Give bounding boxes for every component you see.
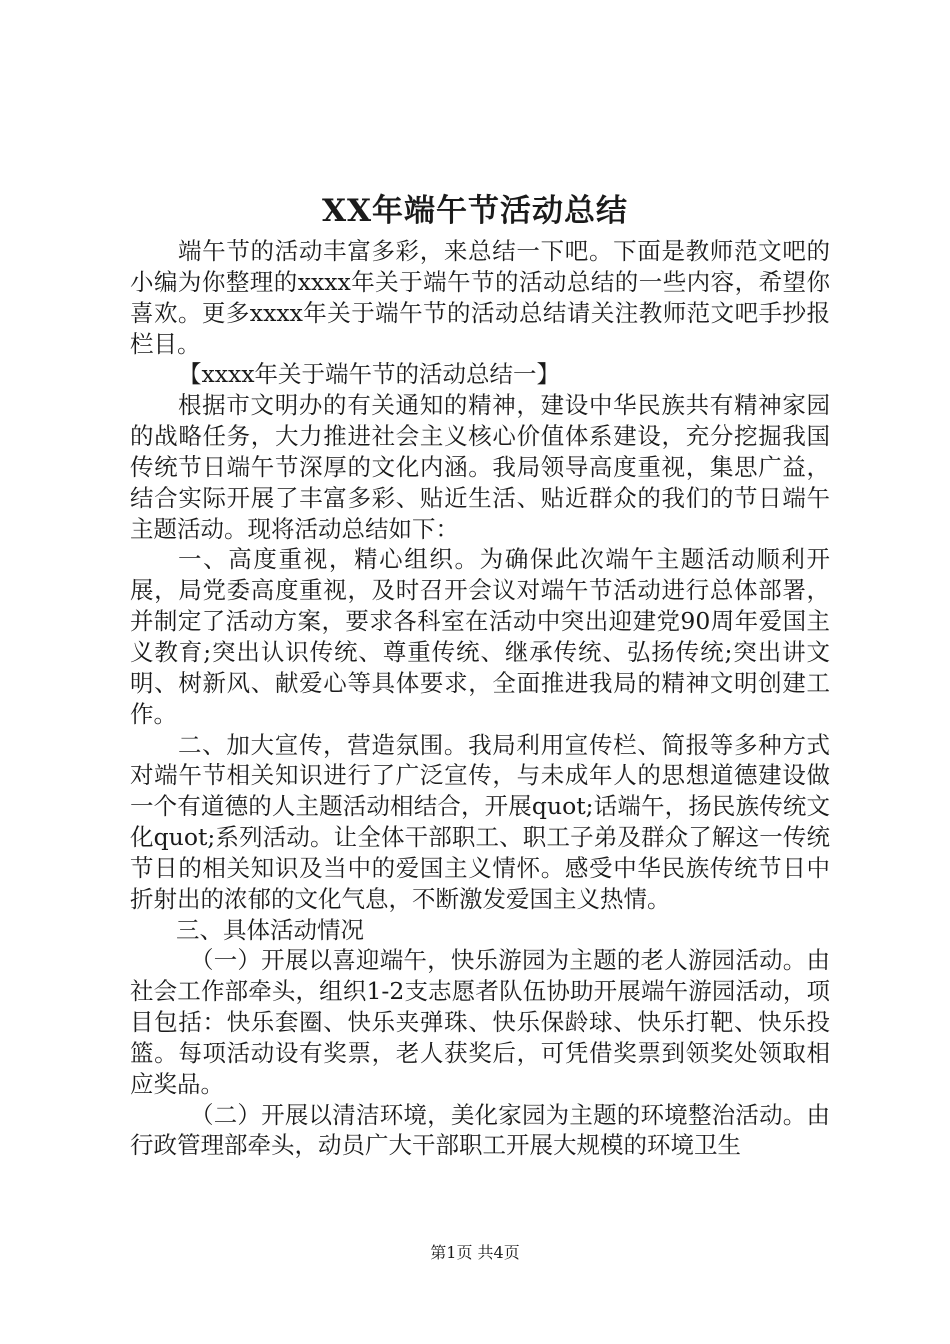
document-body — [130, 236, 830, 1161]
body-paragraph: （二）开展以清洁环境，美化家园为主题的环境整治活动。由行政管理部牵头，动员广大干部职工开展大规模的环境卫生 — [130, 1100, 830, 1160]
page-number-footer: 第1页 共4页 — [430, 1243, 520, 1262]
section-heading: 【xxxx年关于端午节的活动总结一】 — [178, 360, 561, 389]
subsection-heading: 三、具体活动情况 — [176, 915, 364, 944]
body-paragraph: 一、高度重视，精心组织。为确保此次端午主题活动顺利开展，局党委高度重视，及时召开会议对端午节活动进行总体部署，并制定了活动方案，要求各科室在活动中突出迎建党90周年爱国主义教育;突出认识传统、尊重传统、继承传统、弘扬传统;突出讲文明、树新风、献爱心等具体要求，全面推进我局的精神文明创建工作。 — [130, 545, 830, 728]
body-paragraph: 根据市文明办的有关通知的精神，建设中华民族共有精神家园的战略任务，大力推进社会主义核心价值体系建设，充分挖掘我国传统节日端午节深厚的文化内涵。我局领导高度重视，集思广益，结合实际开展了丰富多彩、贴近生活、贴近群众的我们的节日端午主题活动。现将活动总结如下： — [130, 391, 830, 543]
document-title: XX年端午节活动总结 — [321, 193, 629, 229]
body-paragraph: 二、加大宣传，营造氛围。我局利用宣传栏、简报等多种方式对端午节相关知识进行了广泛宣传，与未成年人的思想道德建设做一个有道德的人主题活动相结合，开展quot;话端午，扬民族传统文化quot;系列活动。让全体干部职工、职工子弟及群众了解这一传统节日的相关知识及当中的爱国主义情怀。感受中华民族传统节日中折射出的浓郁的文化气息，不断激发爱国主义热情。 — [130, 730, 830, 913]
intro-paragraph: 端午节的活动丰富多彩，来总结一下吧。下面是教师范文吧的小编为你整理的xxxx年关于端午节的活动总结的一些内容，希望你喜欢。更多xxxx年关于端午节的活动总结请关注教师范文吧手抄报栏目。 — [130, 237, 830, 358]
body-paragraph: （一）开展以喜迎端午，快乐游园为主题的老人游园活动。由社会工作部牵头，组织1-2支志愿者队伍协助开展端午游园活动，项目包括：快乐套圈、快乐夹弹珠、快乐保龄球、快乐打靶、快乐投篮。每项活动设有奖票，老人获奖后，可凭借奖票到领奖处领取相应奖品。 — [130, 946, 830, 1098]
